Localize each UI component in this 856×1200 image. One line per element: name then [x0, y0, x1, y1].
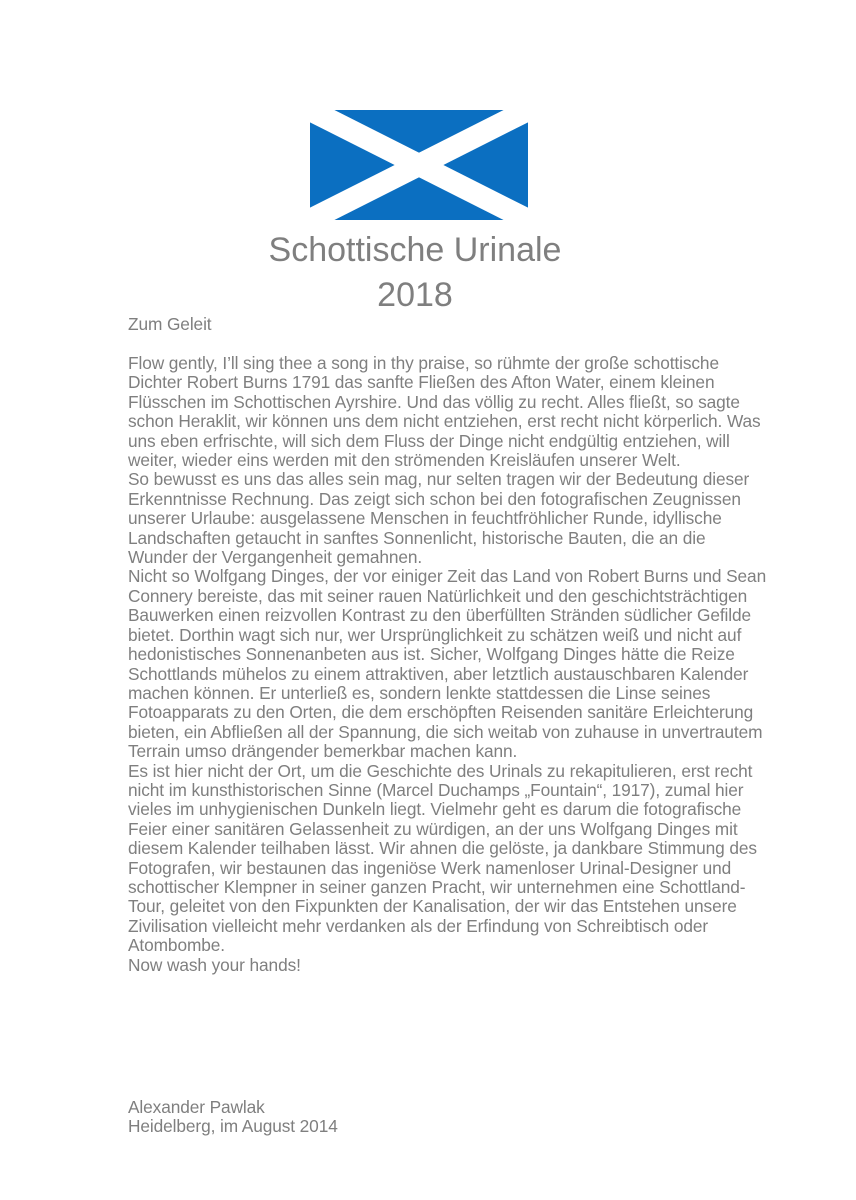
page-title: Schottische Urinale [268, 231, 562, 269]
paragraph: Flow gently, I’ll sing thee a song in thy praise, so rühmte der große schottische Dichter Robert Burns 1791 das sanfte Fließen des Afton Water, einem kleinen Flüsschen im Schottischen Ayrshire. Und das völlig zu recht. Alles fließt, so sagte schon Heraklit, wir können uns dem nicht entziehen, erst recht nicht körperlich. Was uns eben erfrischte, will sich dem Fluss der Dinge nicht endgültig entziehen, will weiter, wieder eins werden mit den strömenden Kreisläufen unserer Welt. [128, 353, 761, 471]
signature-block [128, 1098, 768, 1137]
scotland-flag-image [310, 110, 528, 220]
paragraph: Nicht so Wolfgang Dinges, der vor einiger Zeit das Land von Robert Burns und Sean Connery bereiste, das mit seiner rauen Natürlichkeit und den geschichtsträchtigen Bauwerken einen reizvollen Kontrast zu den überfüllten Stränden südlicher Gefilde bietet. Dorthin wagt sich nur, wer Ursprünglichkeit zu schätzen weiß und nicht auf hedonistisches Sonnenanbeten aus ist. Sicher, Wolfgang Dinges hätte die Reize Schottlands mühelos zu einem attraktiven, aber letztlich austauschbaren Kalender machen können. Er unterließ es, sondern lenkte stattdessen die Linse seines Fotoapparats zu den Orten, die dem erschöpften Reisenden sanitäre Erleichterung bieten, ein Abfließen all der Spannung, die sich weitab von zuhause in unvertrautem Terrain umso drängender bemerkbar machen kann. [128, 566, 767, 762]
paragraph: Now wash your hands! [128, 954, 301, 975]
signature-place-date: Heidelberg, im August 2014 [128, 1116, 338, 1137]
page-title-year: 2018 [377, 276, 453, 314]
greeting-heading: Zum Geleit [128, 314, 212, 334]
paragraph: Es ist hier nicht der Ort, um die Geschichte des Urinals zu rekapitulieren, erst recht nicht im kunsthistorischen Sinne (Marcel Duchamps „Fountain“, 1917), zumal hier vieles im unhygienischen Dunkeln liegt. Vielmehr geht es darum die fotografische Feier einer sanitären Gelassenheit zu würdigen, an der uns Wolfgang Dinges mit diesem Kalender teilhaben lässt. Wir ahnen die gelöste, ja dankbare Stimmung des Fotografen, wir bestaunen das ingeniöse Werk namenloser Urinal-Designer und schottischer Klempner in seiner ganzen Pracht, wir unternehmen eine Schottland-Tour, geleitet von den Fixpunkten der Kanalisation, der wir das Entstehen unsere Zivilisation vielleicht mehr verdanken als der Erfindung von Schreibtisch oder Atombombe. [128, 760, 757, 956]
paragraph: So bewusst es uns das alles sein mag, nur selten tragen wir der Bedeutung dieser Erkenntnisse Rechnung. Das zeigt sich schon bei den fotografischen Zeugnissen unserer Urlaube: ausgelassene Menschen in feuchtfröhlicher Runde, idyllische Landschaften getaucht in sanftes Sonnenlicht, historische Bauten, die an die Wunder der Vergangenheit gemahnen. [128, 469, 750, 568]
signature-author: Alexander Pawlak [128, 1097, 265, 1117]
body-text [128, 354, 768, 975]
